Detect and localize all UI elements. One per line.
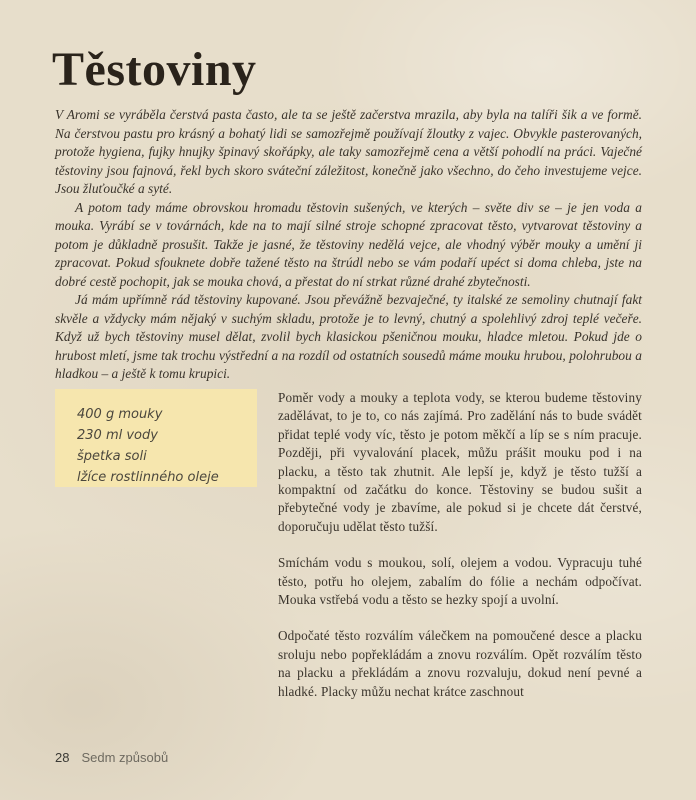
intro-paragraph: A potom tady máme obrovskou hromadu těstovin sušených, ve kterých – světe div se – je jen voda a mouka. Vyrábí se v továrnách, kde na to mají silné stroje schopné zpracovat těsto, vytvarovat těstoviny a potom je důkladně prosušit. Takže je jasné, že těstoviny nedělá vejce, ale vhodný výběr mouky a umění ji zpracovat. Pokud sfouknete dobře tažené těsto na štrúdl nebo se vám podaří upéct si doma chleba, jste na dobré cestě pochopit, jak se mouka chová, a přestat do ní strkat různé drahé zbytečnosti. bbox=[55, 199, 642, 289]
ingredient-line: špetka soli bbox=[77, 449, 147, 464]
method-paragraph: Odpočaté těsto rozválím válečkem na pomoučené desce a placku sroluju nebo popřekládám a znovu rozválím. Opět rozválím těsto na placku a překládám a znovu rozvaluju, dokud není pevné a hladké. Placky můžu nechat krátce zaschnout bbox=[278, 628, 642, 699]
ingredient-line: 230 ml vody bbox=[77, 428, 158, 443]
intro-section bbox=[55, 106, 642, 384]
page-number: 28 bbox=[55, 750, 70, 765]
page-footer bbox=[55, 750, 168, 765]
intro-paragraph: Já mám upřímně rád těstoviny kupované. Jsou převážně bezvaječné, ty italské ze semoliny chutnají fakt skvěle a vždycky mám nějaký v suchým skladu, protože je to levný, chutný a spolehlivý zdroj teplé večeře. Když už bych těstoviny musel dělat, zvolil bych klasickou pšeničnou mouku, hladce mletou. Pokud jde o hrubost mletí, jsme tak trochu výstřední a na rozdíl od ostatních sousedů máme mouku hrubou, polohrubou a hladkou – a ještě k tomu krupici. bbox=[55, 292, 642, 381]
ingredient-line: lžíce rostlinného oleje bbox=[77, 470, 219, 485]
ingredients-box bbox=[55, 389, 257, 487]
intro-paragraph: V Aromi se vyráběla čerstvá pasta často, ale ta se ještě začerstva mrazila, aby byla na talíři šik a ve formě. Na čerstvou pastu pro krásný a bohatý lidi se samozřejmě používají žloutky z vajec. Obvykle pasterovaných, protože hygiena, fujky hnujky špinavý skořápky, ale taky samozřejmě cena a větší pohodlí na práci. Vaječné těstoviny jsou fajnová, řekl bych skoro sváteční záležitost, konečně jako všechno, do čeho investujeme vejce. Jsou žluťoučké a syté. bbox=[55, 107, 642, 196]
running-section-title: Sedm způsobů bbox=[81, 750, 169, 765]
method-section bbox=[278, 389, 642, 719]
ingredient-line: 400 g mouky bbox=[77, 407, 163, 422]
page-title: Těstoviny bbox=[52, 43, 257, 96]
method-paragraph: Smíchám vodu s moukou, solí, olejem a vodou. Vypracuju tuhé těsto, potřu ho olejem, zabalím do fólie a nechám odpočívat. Mouka vstřebá vodu a těsto se hezky spojí a uvolní. bbox=[278, 555, 642, 608]
method-paragraph: Poměr vody a mouky a teplota vody, se kterou budeme těstoviny zadělávat, to je to, co nás zajímá. Pro zadělání nás to bude svádět přidat teplé vody víc, těsto je potom měkčí a líp se s ním pracuje. Později, při vyvalování placek, můžu prášit mouku pod i na placku, a těsto tak zhutnit. Ale lepší je, když je těsto tužší a kompaktní od začátku do konce. Těstoviny se budou sušit a přebytečné vody je zbavíme, ale pokud si je chcete dát čerstvé, doporučuju udělat těsto tužší. bbox=[278, 390, 642, 534]
